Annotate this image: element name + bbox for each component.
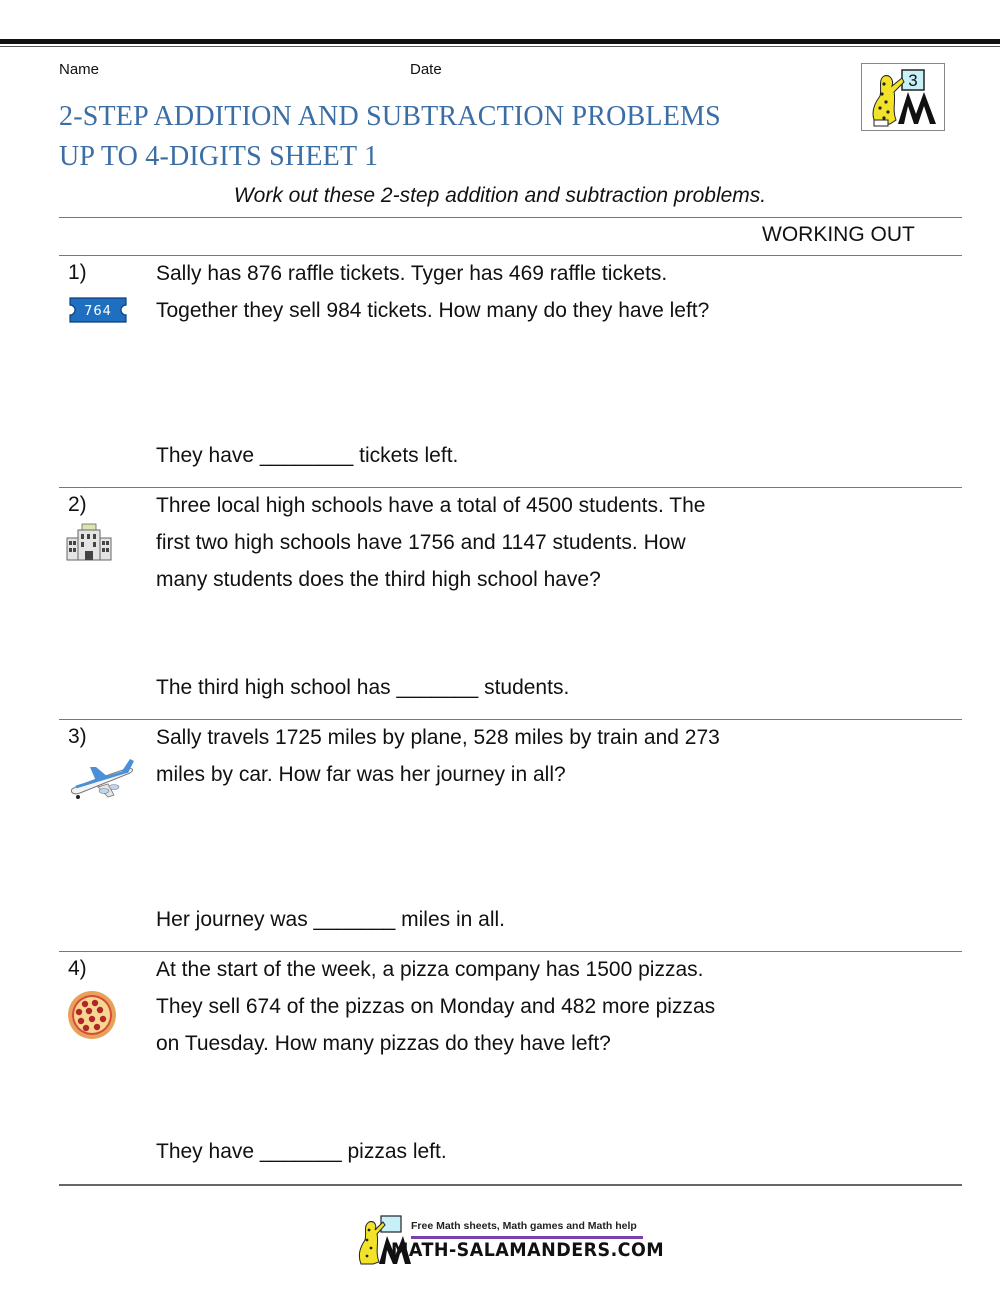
footer-tagline: Free Math sheets, Math games and Math help xyxy=(411,1220,637,1232)
footer-site-name[interactable]: MATH-SALAMANDERS.COM xyxy=(391,1239,665,1261)
svg-text:764: 764 xyxy=(84,304,112,319)
problem-text: At the start of the week, a pizza company has 1500 pizzas. They sell 674 of the pizzas on Monday and 482 more pizzas on Tuesday. How many pizzas do they have left? xyxy=(156,958,716,1055)
problem-text: Sally travels 1725 miles by plane, 528 miles by train and 273 miles by car. How far was her journey in all? xyxy=(156,726,720,786)
problem-number: 2) xyxy=(68,493,87,516)
problem-text: Sally has 876 raffle tickets. Tyger has 469 raffle tickets. Together they sell 984 tickets. How many do they have left? xyxy=(156,262,710,322)
worksheet-title-line2: UP TO 4-DIGITS SHEET 1 xyxy=(59,141,379,172)
pizza-icon xyxy=(67,990,117,1045)
answer-line[interactable]: They have _______ pizzas left. xyxy=(156,1140,447,1163)
raffle-ticket-icon xyxy=(66,297,130,328)
grade-logo xyxy=(861,63,945,131)
divider xyxy=(59,217,962,218)
salamander-easel-logo-icon xyxy=(862,64,944,130)
date-label: Date xyxy=(410,61,442,78)
name-label: Name xyxy=(59,61,100,78)
airplane-icon xyxy=(68,757,136,806)
working-out-header: WORKING OUT xyxy=(762,223,915,246)
worksheet-title-line1: 2-STEP ADDITION AND SUBTRACTION PROBLEMS xyxy=(59,101,721,132)
answer-line[interactable]: They have ________ tickets left. xyxy=(156,444,459,467)
footer-branding xyxy=(355,1212,665,1268)
problem-number: 3) xyxy=(68,725,87,748)
svg-text:3: 3 xyxy=(908,71,918,90)
problem-text: Three local high schools have a total of 4500 students. The first two high schools have 1756 and 1147 students. How many students does the third high school have? xyxy=(156,494,706,591)
answer-line[interactable]: Her journey was _______ miles in all. xyxy=(156,908,506,931)
school-building-icon xyxy=(66,522,112,567)
answer-line[interactable]: The third high school has _______ students. xyxy=(156,676,570,699)
top-border-rule-thin xyxy=(0,46,1000,47)
divider xyxy=(59,1184,962,1186)
problem-number: 1) xyxy=(68,261,87,284)
instructions: Work out these 2-step addition and subtraction problems. xyxy=(233,184,767,207)
top-border-rule xyxy=(0,39,1000,44)
problem-number: 4) xyxy=(68,957,87,980)
